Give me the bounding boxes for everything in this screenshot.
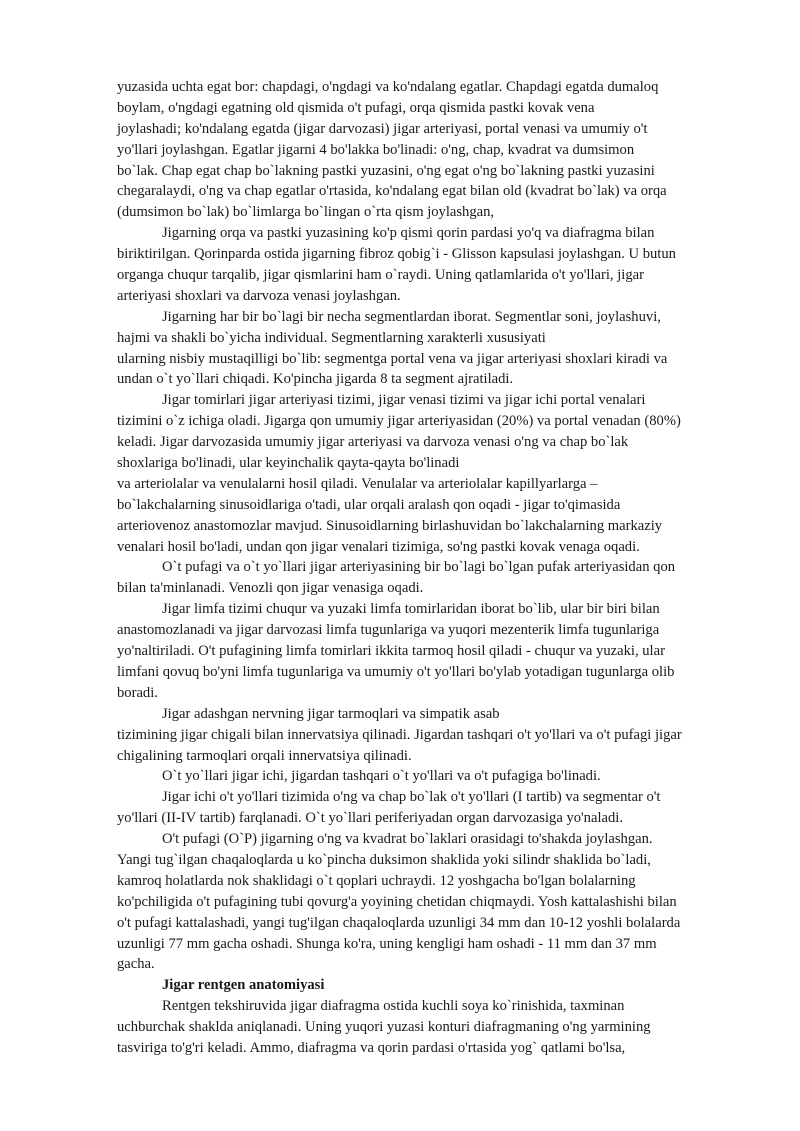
text-line: Jigar ichi o't yo'llari tizimida o'ng va chap bo`lak o't yo'llari (I tartib) va segmentar o't: [162, 789, 661, 806]
text-line: yo'llari (II-IV tartib) farqlanadi. O`t yo`llari periferiyadan organ darvozasiga yo'naladi.: [117, 810, 623, 827]
text-line: limfani qovuq bo'yni limfa tugunlariga va umumiy o't yo'llari bo'ylab yotadigan tugunlarga olib: [117, 663, 675, 680]
text-line: arteriovenoz anastomozlar mavjud. Sinusoidlarning birlashuvidan bo`lakchalarning markaziy: [117, 517, 663, 534]
text-line: tizimini o`z ichiga oladi. Jigarga qon umumiy jigar arteriyasidan (20%) va portal venadan (80%): [117, 413, 681, 430]
text-line: Jigarning orqa va pastki yuzasining ko'p qismi qorin pardasi yo'q va diafragma bilan: [162, 225, 655, 242]
text-line: boradi.: [117, 684, 158, 701]
text-line: uzunligi 77 mm gacha oshadi. Shunga ko'ra, uning kengligi ham oshadi - 11 mm dan 37 mm: [117, 935, 657, 952]
text-line: gacha.: [117, 956, 155, 973]
text-line: undan o`t yo`llari chiqadi. Ko'pincha jigarda 8 ta segment ajratiladi.: [117, 371, 514, 388]
text-line: anastomozlanadi va jigar darvozasi limfa tugunlariga va yuqori mezenterik limfa tugunlariga: [117, 622, 660, 639]
text-line: kamroq holatlarda nok shaklidagi o`t qoplari uchraydi. 12 yoshgacha bo'lgan bolalarning: [117, 872, 636, 889]
text-line: yo'naltiriladi. O't pufagining limfa tomirlari ikkita tarmoq hosil qiladi - chuqur va yuzaki, ular: [117, 643, 665, 660]
text-line: O`t pufagi va o`t yo`llari jigar arteriyasining bir bo`lagi bo`lgan pufak arteriyasidan qon: [162, 559, 676, 576]
text-line: joylashadi; ko'ndalang egatda (jigar darvozasi) jigar arteriyasi, portal venasi va umumiy o't: [117, 120, 648, 137]
text-line: o't pufagi kattalashadi, yangi tug'ilgan chaqaloqlarda uzunligi 34 mm dan 10-12 yoshli bolalarda: [117, 914, 681, 931]
text-line: uchburchak shaklda aniqlanadi. Uning yuqori yuzasi konturi diafragmaning o'ng yarmining: [117, 1019, 651, 1036]
text-line: organga chuqur tarqalib, jigar qismlarini ham o`raydi. Uning qatlamlarida o't yo'llari, jigar: [117, 267, 644, 284]
text-line: yuzasida uchta egat bor: chapdagi, o'ngdagi va ko'ndalang egatlar. Chapdagi egatda dumaloq: [117, 79, 659, 95]
text-line: O't pufagi (O`P) jigarning o'ng va kvadrat bo`laklari orasidagi to'shakda joylashgan.: [162, 831, 653, 848]
text-line: Jigar adashgan nervning jigar tarmoqlari va simpatik asab: [162, 705, 500, 722]
text-line: biriktirilgan. Qorinparda ostida jigarning fibroz qobig`i - Glisson kapsulasi joylashgan. U butun: [117, 246, 676, 263]
text-line: tizimining jigar chigali bilan innervatsiya qilinadi. Jigardan tashqari o't yo'llari va o't pufagi jigar: [117, 726, 682, 743]
text-line: va arteriolalar va venulalarni hosil qiladi. Venulalar va arteriolalar kapillyarlarga –: [117, 475, 598, 492]
document-page: [117, 77, 747, 1059]
text-line: ko'pchiligida o't pufagining tubi qovurg'a yoyining chetidan chiqmaydi. Yosh kattalashishi bilan: [117, 893, 677, 910]
text-line: tasviriga to'g'ri keladi. Ammo, diafragma va qorin pardasi o'rtasida yog` qatlami bo'lsa,: [117, 1039, 626, 1056]
text-line: Rentgen tekshiruvida jigar diafragma ostida kuchli soya ko`rinishida, taxminan: [162, 998, 625, 1015]
text-line: chegaralaydi, o'ng va chap egatlar o'rtasida, ko'ndalang egat bilan old (kvadrat bo`lak) va orqa: [117, 183, 667, 200]
text-line: shoxlariga bo'linadi, ular keyinchalik qayta-qayta bo'linadi: [117, 455, 460, 472]
text-line: boylam, o'ngdagi egatning old qismida o't pufagi, orqa qismida pastki kovak vena: [117, 99, 595, 116]
section-heading: Jigar rentgen anatomiyasi: [162, 977, 325, 994]
text-line: (dumsimon bo`lak) bo`limlarga bo`lingan o`rta qism joylashgan,: [117, 204, 495, 221]
text-line: bo`lak. Chap egat chap bo`lakning pastki yuzasini, o'ng egat o'ng bo`lakning pastki yuzasini: [117, 162, 655, 179]
text-line: keladi. Jigar darvozasida umumiy jigar arteriyasi va darvoza venasi o'ng va chap bo`lak: [117, 434, 629, 451]
text-line: bilan ta'minlanadi. Venozli qon jigar venasiga oqadi.: [117, 580, 424, 597]
text-line: hajmi va shakli bo`yicha individual. Segmentlarning xarakterli xususiyati: [117, 329, 546, 346]
text-line: ularning nisbiy mustaqilligi bo`lib: segmentga portal vena va jigar arteriyasi shoxlari kiradi va: [117, 350, 668, 367]
text-line: chigalining tarmoqlari orqali innervatsiya qilinadi.: [117, 747, 412, 764]
text-line: yo'llari joylashgan. Egatlar jigarni 4 bo'lakka bo'linadi: o'ng, chap, kvadrat va dumsimon: [117, 141, 635, 158]
text-line: arteriyasi shoxlari va darvoza venasi joylashgan.: [117, 287, 401, 304]
text-line: O`t yo`llari jigar ichi, jigardan tashqari o`t yo'llari va o't pufagiga bo'linadi.: [162, 768, 601, 785]
text-line: Jigar tomirlari jigar arteriyasi tizimi, jigar venasi tizimi va jigar ichi portal venalari: [162, 392, 646, 409]
text-line: Yangi tug`ilgan chaqaloqlarda u ko`pincha duksimon shaklida yoki silindr shaklida bo`ladi,: [117, 851, 651, 868]
text-line: bo`lakchalarning sinusoidlariga o'tadi, ular orqali aralash qon oqadi - jigar to'qimasida: [117, 496, 621, 513]
text-line: venalari hosil bo'ladi, undan qon jigar venalari tizimiga, so'ng pastki kovak venaga oqadi.: [117, 538, 640, 555]
text-line: Jigar limfa tizimi chuqur va yuzaki limfa tomirlaridan iborat bo`lib, ular bir biri bilan: [162, 601, 660, 618]
text-line: Jigarning har bir bo`lagi bir necha segmentlardan iborat. Segmentlar soni, joylashuvi,: [162, 308, 661, 325]
